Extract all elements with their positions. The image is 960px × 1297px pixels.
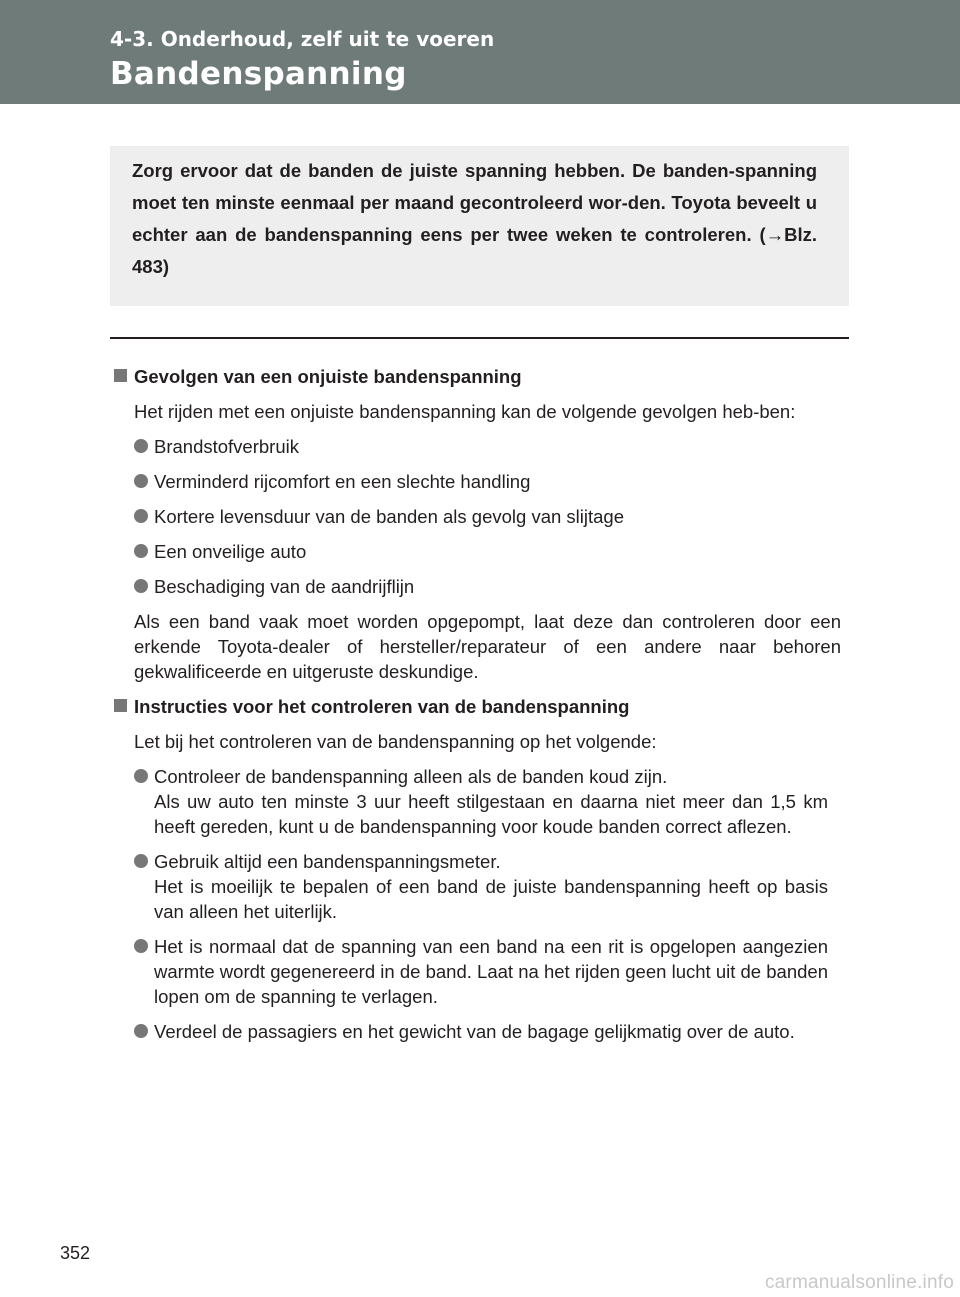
list-item-text: Kortere levensduur van de banden als gevolg van slijtage (154, 506, 625, 527)
circle-bullet-icon (134, 1024, 148, 1038)
intro-text: Zorg ervoor dat de banden de juiste spanning hebben. De banden-spanning moet ten minste eenmaal per maand gecontroleerd wor-den. Toyota beveelt u echter aan de bandenspanning eens per twee weken te controleren. (→Blz. 483) (132, 160, 817, 277)
circle-bullet-icon (134, 579, 148, 593)
list-item (114, 574, 841, 599)
page-title: Bandenspanning (110, 56, 407, 92)
divider (110, 337, 849, 339)
list-item (114, 764, 841, 839)
list-item (114, 469, 841, 494)
square-bullet-icon (114, 699, 127, 712)
page-header (0, 0, 960, 104)
section-label: 4-3. Onderhoud, zelf uit te voeren (110, 27, 495, 51)
paragraph: Het rijden met een onjuiste bandenspanning kan de volgende gevolgen heb-ben: (134, 401, 796, 422)
list-item-detail: Het is moeilijk te bepalen of een band de juiste bandenspanning heeft op basis van alleen het uiterlijk. (154, 876, 828, 922)
list-item (114, 539, 841, 564)
circle-bullet-icon (134, 509, 148, 523)
paragraph: Als een band vaak moet worden opgepompt, laat deze dan controleren door een erkende Toyota-dealer of hersteller/reparateur of een andere naar behoren gekwalificeerde en uitgeruste deskundige. (134, 611, 841, 682)
list-item (114, 849, 841, 924)
heading-text: Gevolgen van een onjuiste bandenspanning (134, 366, 522, 387)
square-bullet-icon (114, 369, 127, 382)
list-item (114, 504, 841, 529)
list-item-text: Verdeel de passagiers en het gewicht van de bagage gelijkmatig over de auto. (154, 1021, 795, 1042)
content (114, 364, 841, 1054)
list-item-text: Een onveilige auto (154, 541, 307, 562)
list-item-text: Verminderd rijcomfort en een slechte handling (154, 471, 531, 492)
list-item (114, 434, 841, 459)
section-heading (114, 364, 841, 389)
list-item-text: Brandstofverbruik (154, 436, 299, 457)
circle-bullet-icon (134, 474, 148, 488)
list-item-text: Beschadiging van de aandrijflijn (154, 576, 415, 597)
circle-bullet-icon (134, 439, 148, 453)
page-number: 352 (60, 1243, 91, 1263)
list-item (114, 934, 841, 1009)
heading-text: Instructies voor het controleren van de bandenspanning (134, 696, 630, 717)
list-item-detail: Als uw auto ten minste 3 uur heeft stilgestaan en daarna niet meer dan 1,5 km heeft gereden, kunt u de bandenspanning voor koude banden correct aflezen. (154, 791, 828, 837)
circle-bullet-icon (134, 544, 148, 558)
paragraph: Let bij het controleren van de bandenspanning op het volgende: (134, 731, 657, 752)
circle-bullet-icon (134, 939, 148, 953)
circle-bullet-icon (134, 854, 148, 868)
list-item (114, 1019, 841, 1044)
list-item-text: Gebruik altijd een bandenspanningsmeter. (154, 851, 501, 872)
list-item-text: Controleer de bandenspanning alleen als de banden koud zijn. (154, 766, 668, 787)
list-item-text: Het is normaal dat de spanning van een band na een rit is opgelopen aangezien warmte wordt gegenereerd in de band. Laat na het rijden geen lucht uit de banden lopen om de spanning te verlagen. (154, 936, 828, 1007)
section-heading (114, 694, 841, 719)
circle-bullet-icon (134, 769, 148, 783)
watermark: carmanualsonline.info (764, 1272, 954, 1293)
